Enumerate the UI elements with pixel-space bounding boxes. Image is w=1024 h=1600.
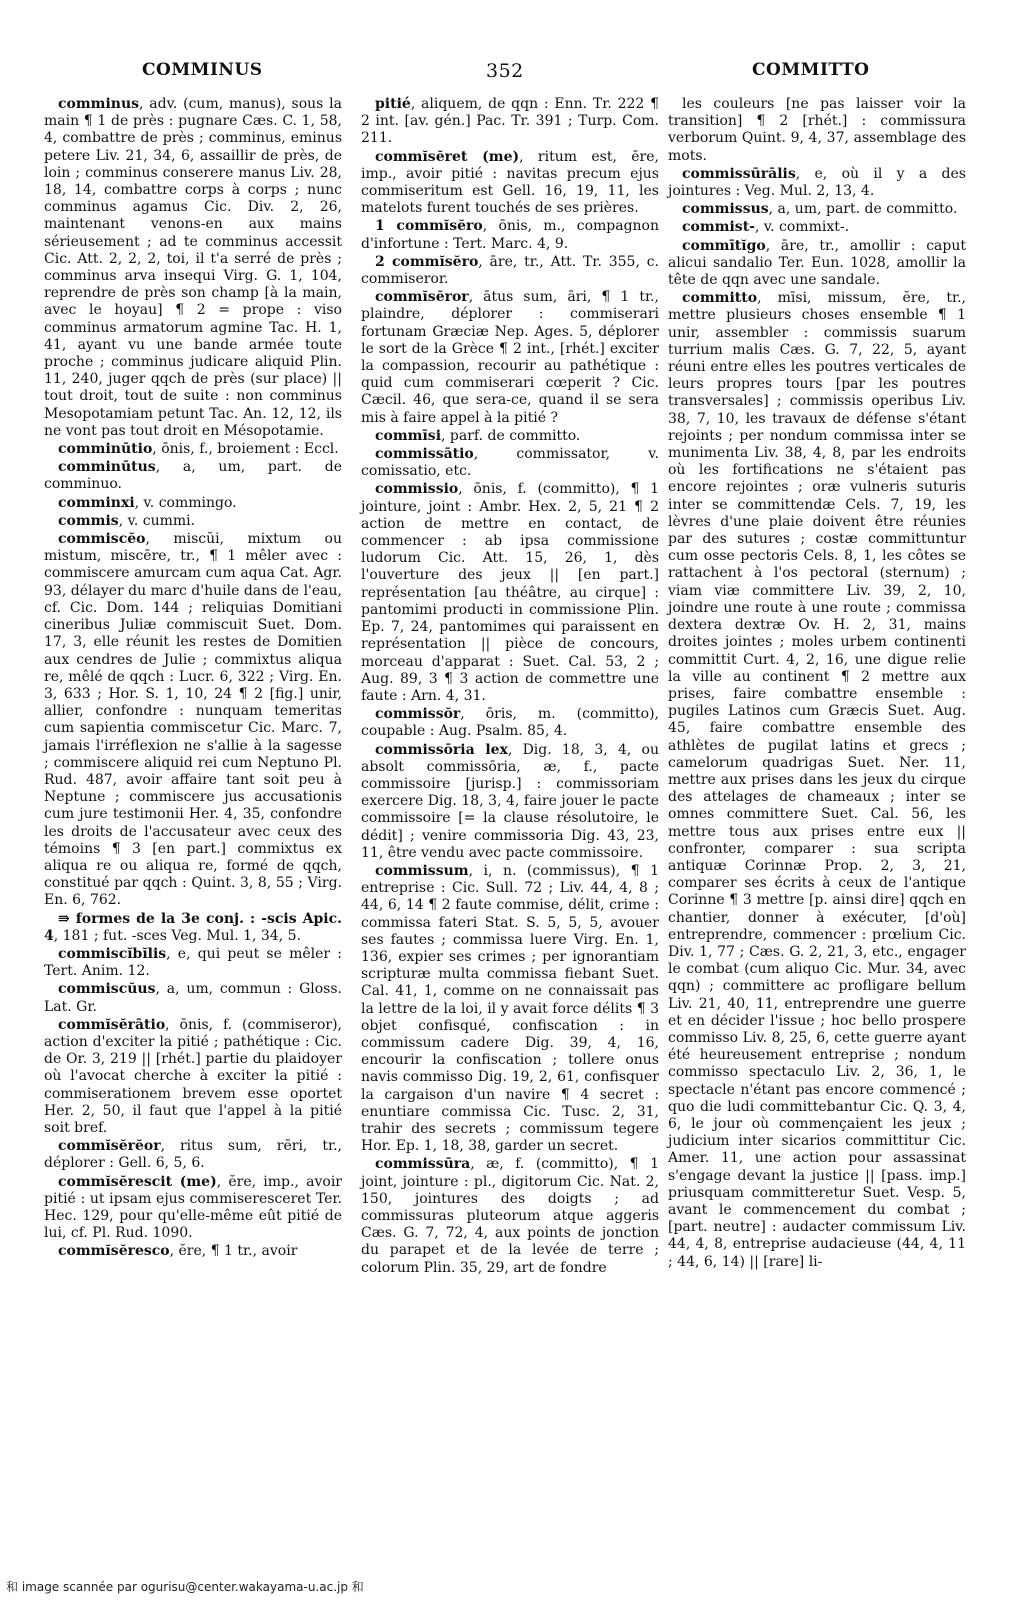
dictionary-entry: commĭsĕrātio, ōnis, f. (commiseror), action d'exciter la pitié ; pathétique : Cic. de Or. 3, 219 || [rhét.] partie du plaidoyer où l'avocat cherche à exciter la pitié : commiserationem brevem esse oportet Her. 2, 50, il faut que l'appel à la pitié soit bref. bbox=[44, 1016, 342, 1136]
headword: comminūtio bbox=[58, 441, 153, 458]
headword: ⇛ formes de la 3e conj. : -scis Apic. 4 bbox=[44, 910, 342, 944]
headword: commĭsĕror bbox=[375, 289, 469, 306]
dictionary-entry: les couleurs [ne pas laisser voir la transition] ¶ 2 [rhét.] : commissura verborum Quint. 9, 4, 37, assemblage des mots. bbox=[668, 96, 966, 164]
headword: pitié bbox=[375, 96, 411, 112]
headword: commiscĕo bbox=[58, 531, 146, 548]
dictionary-entry: commissio, ōnis, f. (committo), ¶ 1 jointure, joint : Ambr. Hex. 2, 5, 21 ¶ 2 action de mettre en contact, de commencer : ab ipsa commissione ludorum Cic. Att. 15, 26, 1, dès l'ouverture des jeux || [en part.] représentation [au théâtre, au cirque] : pantomimi producti in commissione Plin. Ep. 7, 24, pantomimes qui paraissent en représentation || pièce de concours, morceau d'apparat : Suet. Cal. 53, 2 ; Aug. 89, 3 ¶ 3 action de commettre une faute : Arn. 4, 31. bbox=[361, 481, 659, 704]
headword: commissūra bbox=[375, 1156, 471, 1173]
dictionary-entry: commĭsĕrescit (me), ĕre, imp., avoir pitié : ut ipsam ejus commiseresceret Ter. Hec. 129, pour qu'elle-même eût pitié de lui, cf. Pl. Rud. 1090. bbox=[44, 1173, 342, 1242]
dictionary-entry: 1 commĭsĕro, ōnis, m., compagnon d'infortune : Tert. Marc. 4, 9. bbox=[361, 218, 659, 252]
headword: comminūtus bbox=[58, 459, 156, 476]
headword: committo bbox=[682, 290, 758, 307]
headword: commissŏr bbox=[375, 706, 461, 723]
headword: commissōria lex bbox=[375, 741, 508, 758]
headword: commĭsĕrĕor bbox=[58, 1138, 161, 1155]
running-head-left: COMMINUS bbox=[142, 60, 263, 80]
headword: commissio bbox=[375, 481, 459, 498]
headword: comminus bbox=[58, 96, 140, 112]
dictionary-entry: commĭsĕrĕor, ritus sum, rēri, tr., déplorer : Gell. 6, 5, 6. bbox=[44, 1138, 342, 1172]
dictionary-entry: commist-, v. commixt-. bbox=[682, 219, 850, 236]
dictionary-entry: commiscĕo, miscŭi, mixtum ou mistum, miscēre, tr., ¶ 1 mêler avec : commiscere amurcam cum aqua Cat. Agr. 93, délayer du marc d'huile dans de l'eau, cf. Cic. Dom. 144 ; reliquias Domitiani cineribus Juliæ commiscuit Suet. Dom. 17, 3, elle réunit les restes de Domitien aux cendres de Julie ; commixtus aliqua re, mêlé de qqch : Lucr. 6, 322 ; Virg. En. 3, 633 ; Hor. S. 1, 10, 24 ¶ 2 [fig.] unir, allier, confondre : nunquam temeritas cum sapientia commiscetur Cic. Marc. 7, jamais l'irréflexion ne s'allie à la sagesse ; commiscere aliquid rei cum Neptuno Pl. Rud. 487, avoir affaire tant soit peu à Neptune ; commiscere jus accusationis cum jure testimonii Her. 4, 35, confondre les droits de l'accusateur avec ceux des témoins ¶ 3 [en part.] commixtus ex aliqua re ou aliqua re, formé de qqch, constitué par qqch : Quint. 3, 8, 55 ; Virg. En. 6, 762. bbox=[44, 531, 342, 909]
headword: commĭsĕresco bbox=[58, 1243, 170, 1260]
headword: commiscĭbĭlis bbox=[58, 945, 167, 962]
dictionary-entry: pitié, aliquem, de qqn : Enn. Tr. 222 ¶ 2 int. [av. gén.] Pac. Tr. 391 ; Turp. Com. 211. bbox=[361, 96, 659, 147]
headword: commĭsĕrescit (me) bbox=[58, 1173, 217, 1190]
dictionary-entry: commiscĭbĭlis, e, qui peut se mêler : Tert. Anim. 12. bbox=[44, 945, 342, 980]
headword: commissus bbox=[682, 201, 769, 218]
column-2 bbox=[361, 96, 659, 1278]
dictionary-entry: commĭsĕret (me), ritum est, ēre, imp., avoir pitié : navitas precum ejus commiseritum est Gell. 16, 19, 11, les matelots furent touchés de ses prières. bbox=[361, 148, 659, 217]
dictionary-entry: commissum, i, n. (commissus), ¶ 1 entreprise : Cic. Sull. 72 ; Liv. 44, 4, 8 ; 44, 6, 14 ¶ 2 faute commise, délit, crime : commissa fateri Stat. S. 5, 5, 5, avouer ses fautes ; commissa luere Virg. En. 1, 136, expier ses crimes ; per ignorantiam scripturæ multa commissa fiebant Suet. Cal. 41, 1, comme on ne connaissait pas la lettre de la loi, il y avait force délits ¶ 3 objet confisqué, confiscation : in commissum cadere Dig. 39, 4, 16, encourir la confiscation ; tollere onus navis commisso Dig. 19, 2, 61, confisquer la cargaison d'un navire ¶ 4 secret : enuntiare commissa Cic. Tusc. 2, 31, trahir des secrets ; commissum tegere Hor. Ep. 1, 18, 38, garder un secret. bbox=[361, 862, 659, 1155]
headword: commīsi bbox=[375, 427, 442, 444]
headword: commis bbox=[58, 512, 119, 529]
dictionary-entry: comminus, adv. (cum, manus), sous la main ¶ 1 de près : pugnare Cæs. C. 1, 58, 4, combattre de près ; comminus, eminus petere Liv. 21, 34, 6, assaillir de près, de loin ; comminus conserere manus Liv. 28, 18, 14, combattre corps à corps ; nunc comminus agamus Cic. Div. 2, 26, maintenant venons-en aux mains sérieusement ; ad te comminus accessit Cic. Att. 2, 2, 2, toi, il t'a serré de près ; comminus arva insequi Virg. G. 1, 104, reprendre de près son champ [à la main, avec le hoyau] ¶ 2 = prope : viso comminus armatorum agmine Tac. H. 1, 41, ayant vu une bande armée toute proche ; comminus judicare aliquid Plin. 11, 240, juger qqch de près (sur place) || tout droit, tout de suite : non comminus Mesopotamiam petunt Tac. An. 12, 12, ils ne vont pas tout droit en Mésopotamie. bbox=[44, 96, 342, 439]
dictionary-entry: committo, mīsi, missum, ĕre, tr., mettre plusieurs choses ensemble ¶ 1 unir, assembler : commissis suarum turrium malis Cæs. G. 7, 22, 5, ayant réuni entre elles les poutres verticales de leurs propres tours [par les poutres transversales] ; commissis operibus Liv. 38, 7, 10, les travaux de défense s'étant rejoints ; per nondum commissa inter se munimenta Liv. 38, 4, 8, par les endroits où les fortifications ne s'étaient pas encore rejointes ; oræ vulneris suturis inter se committendæ Cels. 7, 19, les lèvres d'une plaie doivent être réunies par des sutures ; costæ committuntur cum osse pectoris Cels. 8, 1, les côtes se rattachent à l'os pectoral (sternum) ; viam viæ committere Liv. 39, 2, 10, joindre une route à une route ; commissa dextera dextræ Ov. H. 2, 31, mains droites jointes ; moles urbem continenti committit Curt. 4, 2, 16, une digue relie la ville au continent ¶ 2 mettre aux prises, faire combattre ensemble : pugiles Latinos cum Græcis Suet. Aug. 45, faire combattre ensemble des athlètes de pugilat latins et grecs ; camelorum quadrigas Suet. Ner. 11, mettre aux prises dans les jeux du cirque des attelages de chameaux ; inter se omnes committere Suet. Cal. 56, les mettre tous aux prises entre eux || confronter, comparer : sua scripta antiquæ Corinnæ Prop. 2, 3, 21, comparer ses écrits à ceux de l'antique Corinne ¶ 3 mettre [p. ainsi dire] qqch en chantier, donner à exécuter, [d'où] entreprendre, commencer : prœlium Cic. Div. 1, 77 ; Cæs. G. 2, 21, 3, etc., engager le combat (cum aliquo Cic. Mur. 34, avec qqn) ; committere ac profligare bellum Liv. 21, 40, 11, entreprendre une guerre et en décider l'issue ; hoc bello prospere commisso Liv. 8, 25, 6, cette guerre ayant été heureusement entreprise ; nondum commisso spectaculo Liv. 2, 36, 1, le spectacle n'étant pas encore commencé ; quo die ludi committebantur Cic. Q. 3, 4, 6, le jour où commençaient les jeux ; judicium inter sicarios committitur Cic. Amer. 11, une action pour assassinat s'engage devant la justice || [pass. imp.] priusquam committeretur Suet. Vesp. 5, avant le commencement du combat ; [part. neutre] : audacter commissum Liv. 44, 4, 8, entreprise audacieuse (44, 4, 11 ; 44, 6, 14) || [rare] li- bbox=[668, 290, 966, 1270]
scan-credit: 和 image scannée par ogurisu@center.wakayama-u.ac.jp 和 bbox=[6, 1580, 364, 1594]
headword: commist- bbox=[682, 219, 755, 236]
dictionary-entry: commissūrālis, e, où il y a des jointures : Veg. Mul. 2, 13, 4. bbox=[668, 165, 966, 200]
running-head-right: COMMITTO bbox=[752, 60, 870, 80]
dictionary-entry: ⇛ formes de la 3e conj. : -scis Apic. 4, 181 ; fut. -sces Veg. Mul. 1, 34, 5. bbox=[44, 910, 342, 944]
headword: commītĭgo bbox=[682, 237, 766, 254]
dictionary-entry: comminxi, v. commingo. bbox=[58, 494, 237, 511]
dictionary-entry: commissus, a, um, part. de committo. bbox=[682, 201, 958, 218]
page-number: 352 bbox=[486, 60, 524, 82]
dictionary-entry: comminūtus, a, um, part. de comminuo. bbox=[44, 459, 342, 493]
dictionary-entry: commīsi, parf. de committo. bbox=[375, 427, 581, 444]
column-1 bbox=[44, 96, 342, 1262]
dictionary-entry: commis, v. cummi. bbox=[58, 512, 196, 529]
headword: commiscŭus bbox=[58, 981, 156, 998]
headword: commissum bbox=[375, 862, 469, 879]
dictionary-entry: commĭsĕror, ātus sum, āri, ¶ 1 tr., plaindre, déplorer : commiserari fortunam Græciæ Nep. Ages. 5, déplorer le sort de la Grèce ¶ 2 int., [rhét.] exciter la compassion, recourir au pathétique : quid cum commiserari cœperit ? Cic. Cæcil. 46, que sera-ce, quand il se sera mis à faire appel à la pitié ? bbox=[361, 289, 659, 426]
headword: commissūrālis bbox=[682, 165, 796, 182]
dictionary-entry: commissūra, æ, f. (committo), ¶ 1 joint, jointure : pl., digitorum Cic. Nat. 2, 150, jointures des doigts ; ad commissuras pluteorum atque aggeris Cæs. G. 7, 72, 4, aux points de jonction du parapet et de la levée de terre ; colorum Plin. 35, 29, art de fondre bbox=[361, 1156, 659, 1276]
dictionary-entry: commītĭgo, āre, tr., amollir : caput alicui sandalio Ter. Eun. 1028, amollir la tête de qqn avec une sandale. bbox=[668, 237, 966, 289]
dictionary-entry: commissātio, commissator, v. comissatio, etc. bbox=[361, 446, 659, 480]
headword: 2 commĭsĕro bbox=[375, 253, 479, 270]
headword: 1 commĭsĕro bbox=[375, 218, 483, 235]
dictionary-entry: commissŏr, ōris, m. (committo), coupable : Aug. Psalm. 85, 4. bbox=[361, 706, 659, 740]
dictionary-entry: 2 commĭsĕro, āre, tr., Att. Tr. 355, c. commiseror. bbox=[361, 253, 659, 288]
dictionary-entry: commissōria lex, Dig. 18, 3, 4, ou absolt commissōria, æ, f., pacte commissoire [jurisp.] : commissoriam exercere Dig. 18, 3, 4, faire jouer le pacte commissoire [= la clause résolutoire, le dédit] ; venire commissoria Dig. 43, 23, 11, être vendu avec pacte commissoire. bbox=[361, 741, 660, 861]
headword: commissātio bbox=[375, 446, 474, 463]
headword: comminxi bbox=[58, 494, 135, 511]
dictionary-entry: commiscŭus, a, um, commun : Gloss. Lat. Gr. bbox=[44, 981, 342, 1015]
headword: commĭsĕret (me) bbox=[375, 148, 520, 165]
column-3 bbox=[668, 96, 966, 1272]
headword: commĭsĕrātio bbox=[58, 1016, 166, 1033]
dictionary-entry: comminūtio, ōnis, f., broiement : Eccl. bbox=[58, 441, 339, 458]
dictionary-entry: commĭsĕresco, ĕre, ¶ 1 tr., avoir bbox=[58, 1243, 298, 1260]
